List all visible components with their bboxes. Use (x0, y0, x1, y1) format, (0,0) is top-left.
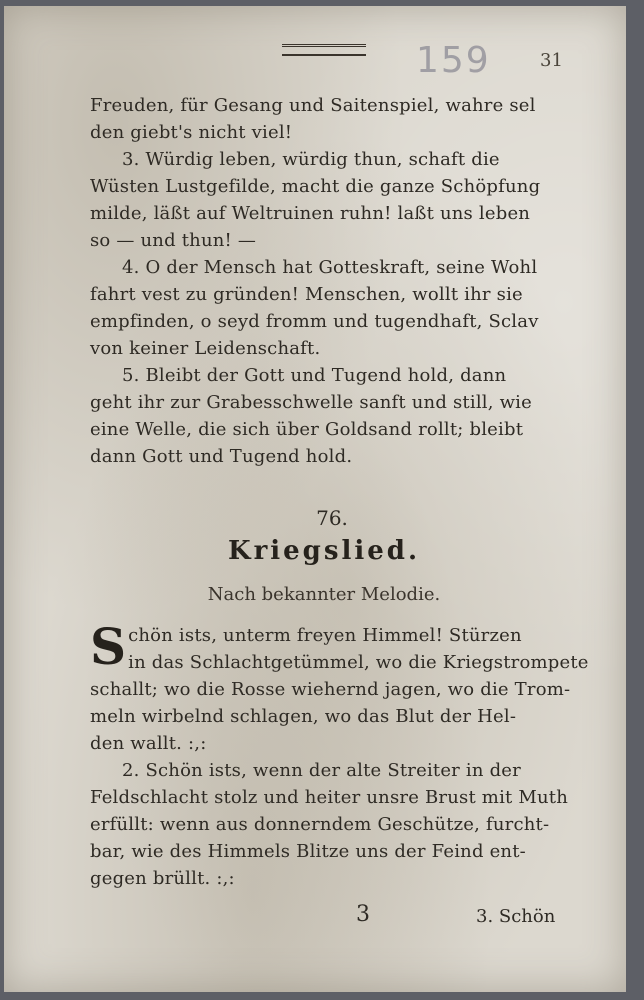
text-line: in das Schlachtgetümmel, wo die Kriegstrompete (128, 652, 589, 673)
text-line: so — und thun! — (90, 230, 257, 251)
text-line: von keiner Leidenschaft. (90, 338, 321, 359)
drop-cap: S (90, 617, 127, 676)
text-line: Wüsten Lustgefilde, macht die ganze Schöpfung (90, 176, 541, 197)
printer-signature: 3 (356, 902, 370, 927)
text-line: dann Gott und Tugend hold. (90, 446, 353, 467)
song-title: Kriegslied. (227, 536, 421, 566)
text-line: fahrt vest zu gründen! Menschen, wollt ihr sie (90, 284, 523, 305)
text-line: empfinden, o seyd fromm und tugendhaft, Sclav (90, 311, 539, 332)
song-number: 76. (316, 506, 348, 530)
text-line: milde, läßt auf Weltruinen ruhn! laßt uns leben (90, 203, 531, 224)
song-text (90, 617, 589, 892)
previous-song-text (90, 92, 570, 470)
text-line: eine Welle, die sich über Goldsand rollt; bleibt (90, 419, 524, 440)
text-line: chön ists, unterm freyen Himmel! Stürzen (128, 625, 522, 646)
text-line: geht ihr zur Grabesschwelle sanft und still, wie (90, 392, 532, 413)
page-number: 31 (540, 50, 563, 71)
text-line: gegen brüllt. :,: (90, 868, 235, 889)
verse-line: 4. O der Mensch hat Gotteskraft, seine Wohl (122, 257, 538, 278)
pencil-number: 159 (416, 40, 491, 81)
verse-line: 2. Schön ists, wenn der alte Streiter in der (122, 760, 521, 781)
text-line: meln wirbelnd schlagen, wo das Blut der Hel- (90, 706, 517, 727)
text-line: bar, wie des Himmels Blitze uns der Feind ent- (90, 841, 526, 862)
verse-line: 5. Bleibt der Gott und Tugend hold, dann (122, 365, 507, 386)
text-line: Freuden, für Gesang und Saitenspiel, wahre sel (90, 95, 536, 116)
text-line: Feldschlacht stolz und heiter unsre Brust mit Muth (90, 787, 569, 808)
text-line: erfüllt: wenn aus donnerndem Geschütze, furcht- (90, 814, 550, 835)
verse-line: 3. Würdig leben, würdig thun, schaft die (122, 149, 500, 170)
text-line: den wallt. :,: (90, 733, 207, 754)
song-subtitle: Nach bekannter Melodie. (207, 584, 441, 605)
text-line: den giebt's nicht viel! (90, 122, 293, 143)
paper-page (4, 6, 626, 992)
text-line: schallt; wo die Rosse wiehernd jagen, wo die Trom- (90, 679, 571, 700)
catchword: 3. Schön (476, 906, 556, 927)
header-ornament (282, 44, 366, 56)
